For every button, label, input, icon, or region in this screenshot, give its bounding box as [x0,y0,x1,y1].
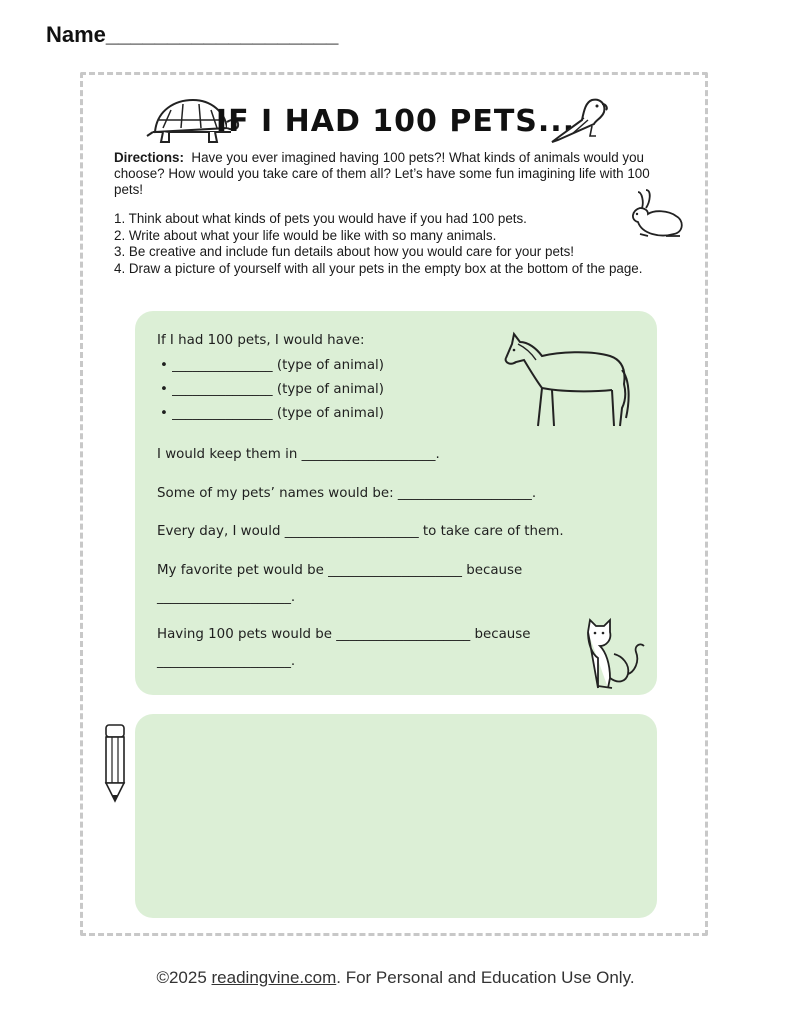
directions-label: Directions: [114,150,184,165]
prompt-intro: If I had 100 pets, I would have: [157,333,365,348]
step-item: 2. Write about what your life would be like with so many animals. [114,227,497,243]
directions-text [114,150,654,198]
animal-blank-2[interactable]: • _______________ (type of animal) [160,382,385,397]
having-prompt[interactable]: Having 100 pets would be ____________________ because [157,627,531,642]
pencil-icon [103,723,127,803]
site-link[interactable]: readingvine.com [211,968,337,987]
drawing-box[interactable] [135,714,657,918]
favorite-continuation[interactable]: ____________________. [157,590,296,605]
parrot-icon [548,96,612,144]
usage-notice: . For Personal and Education Use Only. [336,968,635,987]
having-continuation[interactable]: ____________________. [157,654,296,669]
horse-icon [502,330,632,430]
every-day-prompt[interactable]: Every day, I would ____________________ to take care of them. [157,524,564,539]
worksheet-title: IF I HAD 100 PETS... [215,104,576,139]
name-field-label: Name___________________ [46,22,339,47]
instruction-steps [114,211,674,277]
animal-blank-1[interactable]: • _______________ (type of animal) [160,358,385,373]
keep-prompt[interactable]: I would keep them in ____________________. [157,447,440,462]
step-item: 1. Think about what kinds of pets you would have if you had 100 pets. [114,211,527,226]
directions-body: Have you ever imagined having 100 pets?! What kinds of animals would you choose? How would you take care of them all? Let’s have some fun imagining life with 100 pets! [114,150,650,197]
cat-icon [584,618,648,690]
step-item: 3. Be creative and include fun details about how you would care for your pets! [114,244,575,259]
favorite-prompt[interactable]: My favorite pet would be ____________________ because [157,563,523,578]
animal-blank-3[interactable]: • _______________ (type of animal) [160,406,385,421]
names-prompt[interactable]: Some of my pets’ names would be: ____________________. [157,486,537,501]
copyright-text: ©2025 [156,968,212,987]
step-item: 4. Draw a picture of yourself with all your pets in the empty box at the bottom of the page. [114,260,643,276]
copyright-footer [0,968,791,988]
